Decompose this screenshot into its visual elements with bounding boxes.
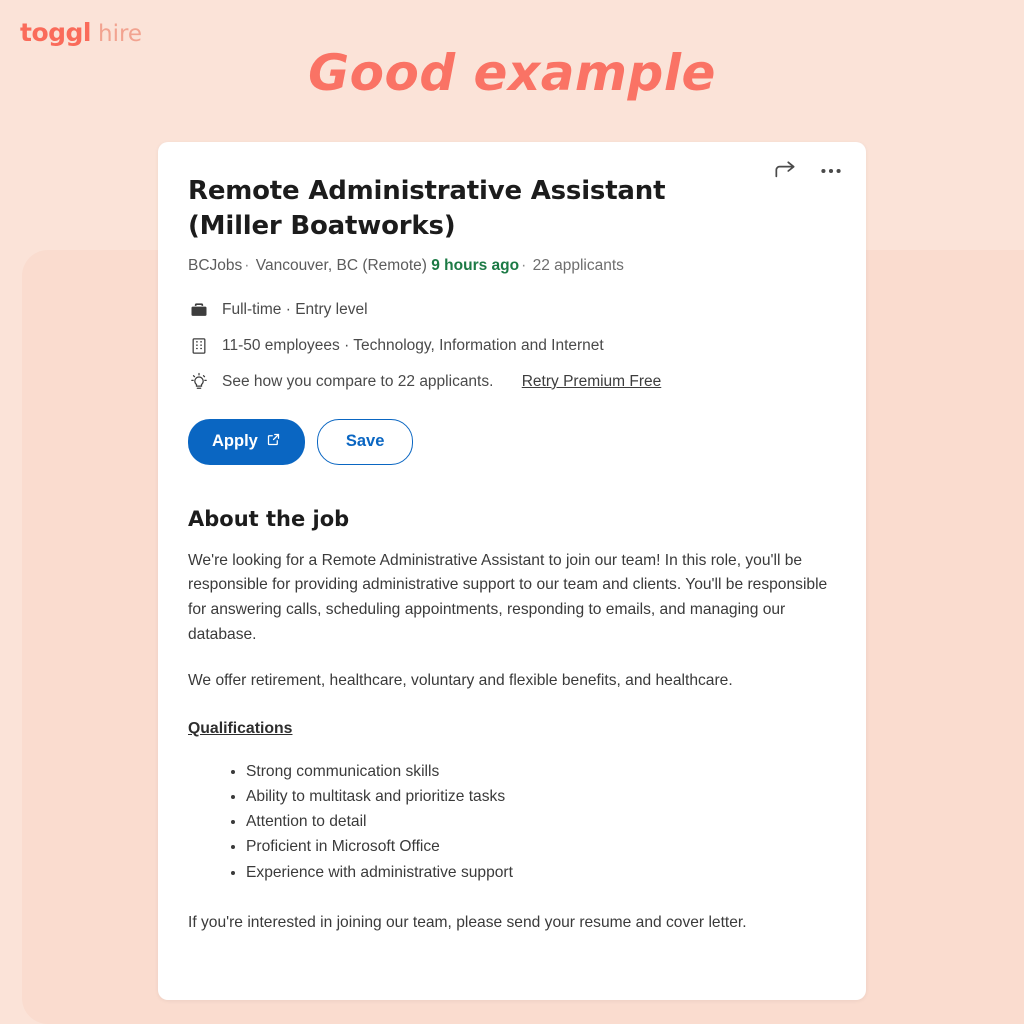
- toggl-hire-logo: [20, 18, 142, 47]
- list-item: • Experience with administrative support: [246, 861, 836, 885]
- more-options-icon[interactable]: [818, 158, 844, 184]
- apply-button[interactable]: [188, 419, 305, 465]
- share-arrow-icon[interactable]: [772, 158, 798, 184]
- posted-time: 9 hours ago: [431, 257, 520, 275]
- detail-row: [188, 371, 836, 393]
- job-location: Vancouver, BC (Remote): [255, 257, 427, 275]
- retry-premium-link[interactable]: Retry Premium Free: [521, 372, 662, 390]
- meta-separator-1: ·: [244, 257, 250, 275]
- qualifications-list: [188, 760, 836, 885]
- headline-text: Good example: [308, 44, 716, 102]
- detail-text: Full-time · Entry level: [222, 300, 368, 318]
- about-paragraph-1: We're looking for a Remote Administrative Assistant to join our team! In this role, you'll be responsible for providing administrative support to our team and clients. You'll be responsible for answering calls, scheduling appointments, responding to emails, and managing our database.: [188, 551, 828, 643]
- job-post-card: [158, 142, 866, 1000]
- brand-suffix: hire: [98, 21, 143, 47]
- brand-name: toggl: [20, 18, 91, 47]
- building-icon: [188, 335, 210, 357]
- detail-text: See how you compare to 22 applicants.: [222, 372, 494, 390]
- save-button[interactable]: Save: [317, 419, 414, 465]
- about-the-job-heading: About the job: [188, 506, 350, 531]
- apply-button-label: Apply: [212, 432, 258, 451]
- about-paragraph-2: We offer retirement, healthcare, voluntary and flexible benefits, and healthcare.: [188, 672, 733, 690]
- job-detail-list: [188, 299, 836, 393]
- company-name[interactable]: BCJobs: [188, 257, 243, 275]
- page-title: Remote Administrative Assistant (Miller Boatworks): [188, 176, 666, 241]
- closing-paragraph: If you're interested in joining our team, please send your resume and cover letter.: [188, 913, 747, 931]
- job-meta: [188, 255, 836, 277]
- list-item: • Proficient in Microsoft Office: [246, 835, 836, 859]
- detail-row: [188, 335, 836, 357]
- qualifications-heading: Qualifications: [188, 719, 293, 737]
- card-action-bar: [772, 158, 844, 184]
- action-button-row: [188, 419, 836, 465]
- briefcase-icon: [188, 299, 210, 321]
- external-link-icon: [266, 432, 281, 452]
- applicant-count: 22 applicants: [532, 257, 624, 275]
- list-item: • Ability to multitask and prioritize tasks: [246, 785, 836, 809]
- detail-row: [188, 299, 836, 321]
- meta-separator-2: ·: [521, 257, 527, 275]
- list-item: • Attention to detail: [246, 810, 836, 834]
- detail-text: 11-50 employees · Technology, Information and Internet: [222, 336, 604, 354]
- list-item: • Strong communication skills: [246, 760, 836, 784]
- lightbulb-icon: [188, 371, 210, 393]
